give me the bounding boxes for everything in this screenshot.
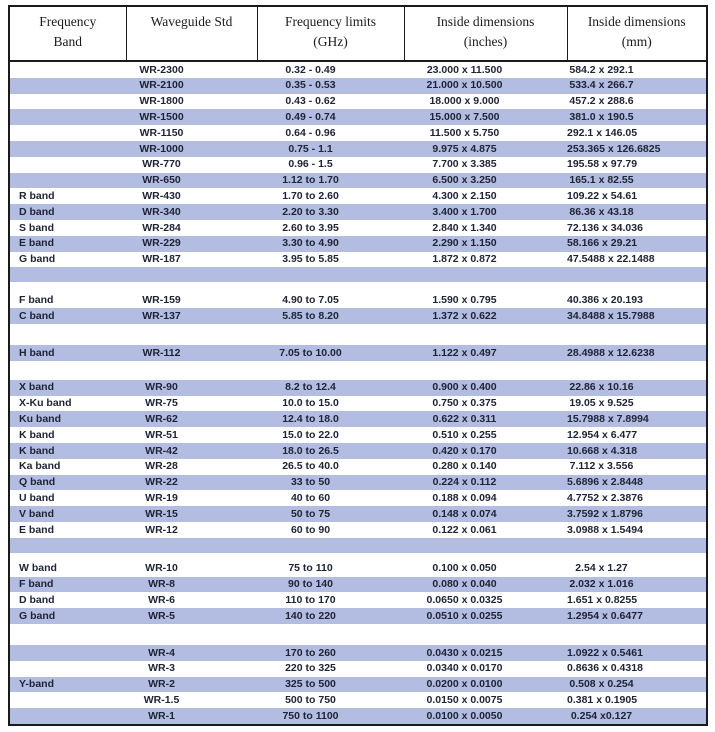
- table-row: [9, 173, 707, 189]
- cell-ghz: 0.43 - 0.62: [285, 95, 336, 108]
- spacer-row: [9, 361, 707, 380]
- spacer-row: [9, 553, 707, 561]
- cell-ghz: 0.75 - 1.1: [288, 142, 333, 155]
- table-row: [9, 125, 707, 141]
- cell-inches: 0.0430 x 0.0215: [426, 646, 503, 659]
- cell-band: X band: [19, 381, 55, 394]
- cell-mm: 109.22 x 54.61: [567, 190, 638, 203]
- cell-mm: 22.86 x 10.16: [569, 381, 634, 394]
- cell-inches: 18.000 x 9.000: [429, 95, 500, 108]
- cell-ghz: 10.0 to 15.0: [282, 397, 339, 410]
- table-row: [9, 459, 707, 475]
- cell-band: [9, 109, 126, 125]
- cell-mm: 12.954 x 6.477: [567, 428, 638, 441]
- table-row: [9, 220, 707, 236]
- table-header: [9, 6, 707, 61]
- cell-band: [9, 141, 126, 157]
- cell-mm: 34.8488 x 15.7988: [567, 309, 655, 322]
- cell-ghz: 50 to 75: [290, 507, 331, 520]
- cell-ghz: [257, 361, 404, 380]
- cell-inches: 11.500 x 5.750: [429, 126, 500, 139]
- cell-std: WR-650: [142, 174, 181, 187]
- cell-band: G band: [19, 253, 56, 266]
- table-row: [9, 236, 707, 252]
- cell-inches: 0.622 x 0.311: [432, 412, 497, 425]
- cell-std: WR-51: [145, 428, 178, 441]
- cell-ghz: 40 to 60: [290, 491, 331, 504]
- cell-std: WR-1150: [139, 126, 184, 139]
- cell-std: WR-15: [145, 507, 178, 520]
- cell-mm: 3.0988 x 1.5494: [567, 523, 643, 536]
- cell-std: WR-28: [145, 460, 178, 473]
- cell-inches: 0.0340 x 0.0170: [426, 662, 503, 675]
- cell-std: [126, 361, 257, 380]
- cell-ghz: 0.96 - 1.5: [288, 158, 333, 171]
- cell-inches: 0.122 x 0.061: [432, 523, 497, 536]
- table-row: [9, 396, 707, 412]
- cell-mm: 10.668 x 4.318: [567, 444, 638, 457]
- cell-inches: [404, 553, 567, 561]
- cell-band: U band: [19, 491, 55, 504]
- cell-ghz: [257, 282, 404, 292]
- cell-mm: 47.5488 x 22.1488: [567, 253, 655, 266]
- cell-mm: 7.112 x 3.556: [569, 460, 634, 473]
- cell-band: F band: [19, 294, 54, 306]
- cell-std: WR-6: [148, 593, 175, 606]
- cell-inches: 0.188 x 0.094: [432, 491, 497, 504]
- header-line: Inside dimensions: [436, 14, 535, 29]
- cell-band: [9, 267, 126, 282]
- cell-band: R band: [19, 190, 55, 203]
- cell-inches: 23.000 x 11.500: [426, 63, 503, 76]
- cell-ghz: 140 to 220: [285, 609, 336, 622]
- table-row: [9, 645, 707, 661]
- cell-inches: 0.0510 x 0.0255: [426, 609, 503, 622]
- cell-band: V band: [19, 507, 55, 520]
- table-row: [9, 475, 707, 491]
- table-row: [9, 188, 707, 204]
- cell-band: F band: [19, 578, 54, 591]
- cell-inches: 0.900 x 0.400: [432, 381, 497, 394]
- cell-inches: 15.000 x 7.500: [429, 111, 500, 124]
- cell-ghz: 220 to 325: [285, 662, 336, 675]
- table-row: [9, 109, 707, 125]
- cell-ghz: 18.0 to 26.5: [282, 444, 339, 457]
- cell-band: D band: [19, 205, 55, 218]
- cell-std: WR-2100: [139, 79, 184, 92]
- cell-inches: 0.224 x 0.112: [432, 476, 497, 489]
- cell-mm: 86.36 x 43.18: [569, 205, 634, 218]
- cell-band: X-Ku band: [19, 397, 72, 410]
- cell-std: WR-8: [148, 578, 175, 591]
- table-row: [9, 490, 707, 506]
- cell-inches: 0.0200 x 0.0100: [426, 678, 503, 691]
- cell-band: [9, 94, 126, 110]
- cell-band: Y-band: [19, 678, 55, 691]
- cell-ghz: 1.70 to 2.60: [282, 190, 339, 203]
- cell-std: [126, 624, 257, 645]
- table-row: [9, 345, 707, 361]
- cell-ghz: 75 to 110: [288, 562, 333, 575]
- spacer-row: [9, 282, 707, 292]
- cell-ghz: 170 to 260: [285, 646, 336, 659]
- table-row: [9, 380, 707, 396]
- table-row: [9, 506, 707, 522]
- cell-mm: 1.2954 x 0.6477: [567, 609, 643, 622]
- table-row: [9, 411, 707, 427]
- cell-ghz: 60 to 90: [290, 523, 331, 536]
- header-frequency-limits: [257, 6, 404, 61]
- cell-band: S band: [19, 221, 55, 234]
- cell-mm: 292.1 x 146.05: [567, 126, 638, 139]
- cell-mm: 533.4 x 266.7: [569, 79, 634, 92]
- table-row: [9, 252, 707, 268]
- cell-mm: 195.58 x 97.79: [567, 158, 638, 171]
- cell-band: Ka band: [19, 460, 61, 473]
- cell-band: [9, 553, 126, 561]
- cell-std: WR-1.5: [143, 693, 180, 706]
- spacer-row: [9, 538, 707, 553]
- cell-inches: [404, 324, 567, 345]
- cell-inches: 1.872 x 0.872: [432, 253, 497, 266]
- cell-inches: 0.0150 x 0.0075: [426, 693, 503, 706]
- table-row: [9, 157, 707, 173]
- cell-mm: 253.365 x 126.6825: [567, 142, 661, 155]
- table-row: [9, 608, 707, 624]
- cell-mm: 0.254 x0.127: [570, 709, 633, 722]
- cell-band: [9, 157, 126, 173]
- cell-std: WR-137: [142, 309, 181, 322]
- cell-inches: 7.700 x 3.385: [432, 158, 497, 171]
- table-row: [9, 661, 707, 677]
- cell-ghz: 0.35 - 0.53: [285, 79, 336, 92]
- cell-ghz: 3.30 to 4.90: [282, 237, 339, 250]
- cell-inches: [404, 282, 567, 292]
- cell-inches: 0.280 x 0.140: [432, 460, 497, 473]
- header-line: Band: [53, 34, 82, 50]
- cell-std: [126, 538, 257, 553]
- cell-std: [126, 282, 257, 292]
- cell-mm: [567, 538, 707, 553]
- cell-mm: 40.386 x 20.193: [567, 294, 643, 306]
- cell-std: WR-1: [148, 709, 175, 722]
- table-row: [9, 561, 707, 577]
- cell-ghz: 1.12 to 1.70: [282, 174, 339, 187]
- cell-std: WR-10: [145, 562, 178, 575]
- table-body: [9, 61, 707, 725]
- cell-inches: 2.840 x 1.340: [432, 221, 497, 234]
- cell-std: WR-12: [145, 523, 178, 536]
- cell-band: [9, 173, 126, 189]
- cell-std: WR-1500: [139, 111, 184, 124]
- cell-inches: [404, 267, 567, 282]
- cell-inches: 4.300 x 2.150: [432, 190, 497, 203]
- table-row: [9, 292, 707, 308]
- cell-ghz: [257, 538, 404, 553]
- cell-std: [126, 553, 257, 561]
- cell-band: K band: [19, 444, 55, 457]
- cell-ghz: 2.60 to 3.95: [282, 221, 339, 234]
- cell-ghz: 7.05 to 10.00: [279, 346, 342, 359]
- cell-mm: 28.4988 x 12.6238: [567, 346, 655, 359]
- cell-mm: 2.032 x 1.016: [569, 578, 634, 591]
- spacer-row: [9, 267, 707, 282]
- cell-ghz: 0.49 - 0.74: [285, 111, 336, 124]
- cell-ghz: 4.90 to 7.05: [282, 294, 339, 306]
- cell-mm: 584.2 x 292.1: [569, 63, 634, 76]
- cell-band: [9, 282, 126, 292]
- cell-band: D band: [19, 593, 55, 606]
- header-line: Frequency: [39, 14, 97, 29]
- cell-band: W band: [19, 562, 57, 575]
- cell-std: WR-2300: [139, 63, 184, 76]
- cell-std: WR-62: [145, 412, 178, 425]
- header-line: (GHz): [313, 34, 348, 50]
- cell-inches: 0.080 x 0.040: [432, 578, 497, 591]
- cell-mm: 1.0922 x 0.5461: [567, 646, 643, 659]
- header-line: Frequency limits: [284, 14, 377, 29]
- cell-band: [9, 125, 126, 141]
- table-row: [9, 308, 707, 324]
- cell-band: [9, 661, 126, 677]
- cell-ghz: 500 to 750: [285, 693, 336, 706]
- cell-ghz: 26.5 to 40.0: [282, 460, 339, 473]
- cell-ghz: [257, 553, 404, 561]
- cell-inches: 0.510 x 0.255: [432, 428, 497, 441]
- cell-inches: 6.500 x 3.250: [432, 174, 497, 187]
- cell-std: WR-19: [145, 491, 178, 504]
- table-row: [9, 427, 707, 443]
- header-line: (mm): [621, 34, 652, 50]
- cell-std: WR-112: [142, 346, 181, 359]
- table-row: [9, 592, 707, 608]
- table-row: [9, 577, 707, 593]
- cell-inches: [404, 538, 567, 553]
- cell-ghz: 2.20 to 3.30: [282, 205, 339, 218]
- header-line: (inches): [463, 34, 508, 50]
- table-row: [9, 94, 707, 110]
- cell-std: WR-1800: [139, 95, 184, 108]
- cell-band: G band: [19, 609, 56, 622]
- cell-inches: 9.975 x 4.875: [432, 142, 497, 155]
- cell-band: [9, 61, 126, 78]
- waveguide-standards-table: [8, 5, 708, 726]
- cell-mm: [567, 324, 707, 345]
- cell-ghz: 90 to 140: [288, 578, 333, 591]
- cell-std: WR-187: [142, 253, 181, 266]
- cell-std: WR-3: [148, 662, 175, 675]
- cell-band: [9, 708, 126, 725]
- cell-mm: 165.1 x 82.55: [569, 174, 634, 187]
- table-row: [9, 204, 707, 220]
- cell-band: [9, 645, 126, 661]
- cell-ghz: 325 to 500: [285, 678, 336, 691]
- spacer-row: [9, 624, 707, 645]
- cell-mm: [567, 624, 707, 645]
- table-row: [9, 141, 707, 157]
- header-row: [9, 6, 707, 61]
- table-row: [9, 61, 707, 78]
- cell-std: WR-22: [145, 476, 178, 489]
- table-row: [9, 522, 707, 538]
- cell-band: [9, 538, 126, 553]
- spacer-row: [9, 324, 707, 345]
- cell-mm: 3.7592 x 1.8796: [567, 507, 643, 520]
- cell-mm: 0.381 x 0.1905: [567, 693, 638, 706]
- cell-ghz: [257, 624, 404, 645]
- cell-inches: 1.372 x 0.622: [432, 309, 497, 322]
- cell-mm: 457.2 x 288.6: [569, 95, 634, 108]
- cell-ghz: 15.0 to 22.0: [282, 428, 339, 441]
- cell-inches: 3.400 x 1.700: [432, 205, 497, 218]
- cell-mm: 0.8636 x 0.4318: [567, 662, 643, 675]
- cell-ghz: 33 to 50: [290, 476, 331, 489]
- cell-std: WR-5: [148, 609, 175, 622]
- cell-std: WR-4: [148, 646, 175, 659]
- cell-band: H band: [19, 346, 55, 359]
- cell-inches: [404, 624, 567, 645]
- cell-inches: 21.000 x 10.500: [426, 79, 503, 92]
- cell-band: Ku band: [19, 412, 61, 425]
- cell-mm: 58.166 x 29.21: [567, 237, 638, 250]
- cell-inches: 0.420 x 0.170: [432, 444, 497, 457]
- cell-mm: 381.0 x 190.5: [569, 111, 634, 124]
- cell-band: [9, 692, 126, 708]
- cell-mm: 4.7752 x 2.3876: [567, 491, 643, 504]
- header-inside-dimensions-mm: [567, 6, 707, 61]
- cell-std: WR-284: [142, 221, 181, 234]
- cell-mm: [567, 267, 707, 282]
- cell-ghz: [257, 324, 404, 345]
- cell-band: [9, 78, 126, 94]
- cell-ghz: 750 to 1100: [282, 709, 339, 722]
- cell-ghz: 12.4 to 18.0: [282, 412, 339, 425]
- cell-inches: 1.590 x 0.795: [432, 294, 497, 306]
- cell-std: WR-42: [145, 444, 178, 457]
- cell-inches: 0.100 x 0.050: [432, 562, 497, 575]
- cell-mm: [567, 553, 707, 561]
- cell-std: WR-1000: [139, 142, 184, 155]
- cell-mm: [567, 361, 707, 380]
- cell-ghz: [257, 267, 404, 282]
- cell-band: E band: [19, 237, 55, 250]
- cell-mm: 19.05 x 9.525: [569, 397, 634, 410]
- table-row: [9, 692, 707, 708]
- table-row: [9, 78, 707, 94]
- header-line: Waveguide Std: [150, 14, 233, 29]
- cell-mm: 2.54 x 1.27: [575, 562, 628, 575]
- cell-band: K band: [19, 428, 55, 441]
- cell-inches: 2.290 x 1.150: [432, 237, 497, 250]
- cell-ghz: 3.95 to 5.85: [282, 253, 339, 266]
- cell-std: [126, 324, 257, 345]
- cell-inches: [404, 361, 567, 380]
- cell-band: E band: [19, 523, 55, 536]
- cell-std: WR-229: [142, 237, 181, 250]
- table-row: [9, 443, 707, 459]
- cell-std: WR-75: [145, 397, 178, 410]
- cell-mm: 0.508 x 0.254: [569, 678, 634, 691]
- header-line: Inside dimensions: [587, 14, 686, 29]
- cell-inches: 0.0100 x 0.0050: [426, 709, 503, 722]
- cell-inches: 0.148 x 0.074: [432, 507, 497, 520]
- cell-ghz: 110 to 170: [285, 593, 336, 606]
- table-row: [9, 677, 707, 693]
- cell-std: WR-90: [145, 381, 178, 394]
- header-inside-dimensions-inches: [404, 6, 567, 61]
- cell-std: WR-159: [142, 294, 181, 306]
- cell-band: C band: [19, 309, 55, 322]
- cell-mm: 1.651 x 0.8255: [567, 593, 638, 606]
- cell-mm: 5.6896 x 2.8448: [567, 476, 643, 489]
- cell-mm: 72.136 x 34.036: [567, 221, 643, 234]
- cell-band: [9, 324, 126, 345]
- cell-ghz: 0.32 - 0.49: [285, 63, 336, 76]
- cell-ghz: 8.2 to 12.4: [285, 381, 336, 394]
- cell-band: Q band: [19, 476, 56, 489]
- cell-std: WR-2: [148, 678, 175, 691]
- cell-ghz: 5.85 to 8.20: [282, 309, 339, 322]
- cell-band: [9, 361, 126, 380]
- cell-band: [9, 624, 126, 645]
- cell-inches: 0.0650 x 0.0325: [426, 593, 503, 606]
- cell-std: WR-340: [142, 205, 181, 218]
- table-row: [9, 708, 707, 725]
- cell-ghz: 0.64 - 0.96: [285, 126, 336, 139]
- header-frequency-band: [9, 6, 126, 61]
- cell-std: [126, 267, 257, 282]
- cell-inches: 1.122 x 0.497: [432, 346, 497, 359]
- cell-inches: 0.750 x 0.375: [432, 397, 497, 410]
- cell-std: WR-430: [142, 190, 181, 203]
- cell-mm: [567, 282, 707, 292]
- cell-std: WR-770: [142, 158, 181, 171]
- cell-mm: 15.7988 x 7.8994: [567, 412, 649, 425]
- header-waveguide-std: [126, 6, 257, 61]
